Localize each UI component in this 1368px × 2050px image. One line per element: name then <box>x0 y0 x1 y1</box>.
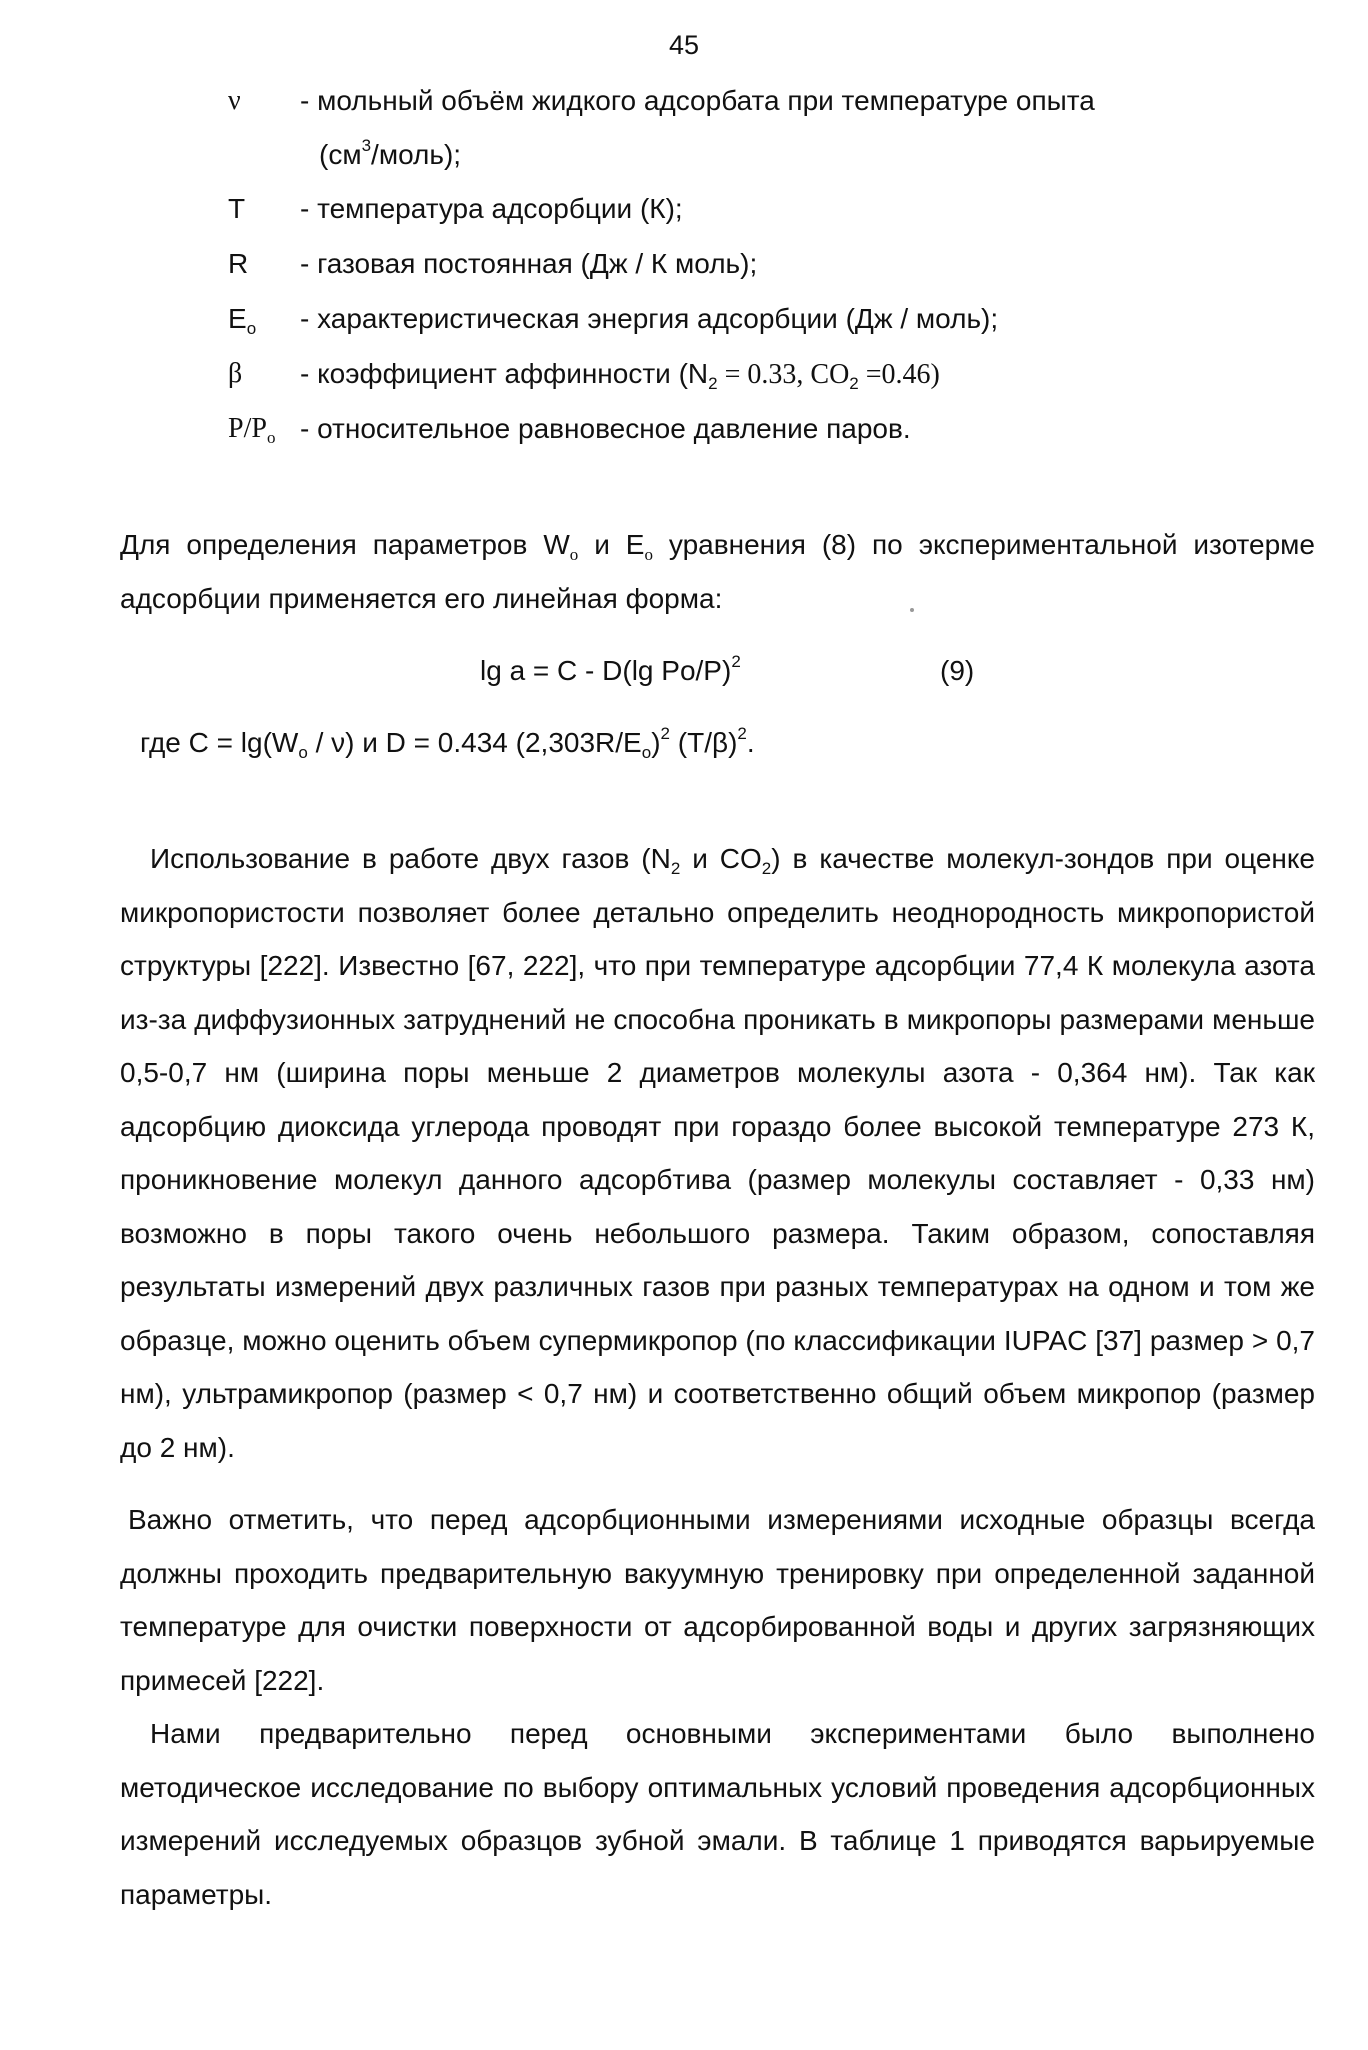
definition-beta <box>228 356 1228 411</box>
definition-symbol: T <box>228 193 246 224</box>
intro-paragraph: Для определения параметров $W_o$ и $E_o$ уравнения (8) по экспериментальной изотерме адсорбции применяется его линейная форма: <box>120 529 1316 614</box>
equation-explanation: где $C = \lg(W_o / \nu)$ и D = 0.434 $(2,303R/E_o)^2$ $(T/\beta)^2$. <box>140 724 755 762</box>
definition-text: - относительное равновесное давление паров. <box>300 413 911 444</box>
definition-symbol: R <box>228 248 249 279</box>
definition-gas-constant <box>228 246 1228 301</box>
equation-number: (9) <box>940 655 975 686</box>
equation-9 <box>0 652 1368 695</box>
definition-symbol: ν <box>228 85 241 116</box>
definition-energy <box>228 301 1228 356</box>
definition-relative-pressure <box>228 411 1228 466</box>
definition-text: - коэффициент аффинности ($N_2 = 0.33$, $CO_2 =0.46$) <box>300 358 940 393</box>
paragraph-gases: Использование в работе двух газов ($N_2$ и $CO_2$) в качестве молекул-зондов при оценке микропористости позволяет более детально определить неоднородность микропористой структуры [222]. Известно [67, 222], что при температуре адсорбции 77,4 К молекула азота из-за диффузионных затруднений не способна проникать в микропоры размерами меньше 0,5-0,7 нм (ширина поры меньше 2 диаметров молекулы азота - 0,364 нм). Так как адсорбцию диоксида углерода проводят при гораздо более высокой температуре 273 К, проникновение молекул данного адсорбтива (размер молекулы составляет - 0,33 нм) возможно в поры такого очень небольшого размера. Таким образом, сопоставляя результаты измерений двух различных газов при разных температурах на одном и том же образце, можно оценить объем супермикропор (по классификации IUPAC [37] размер > 0,7 нм), ультрамикропор (размер < 0,7 нм) и соответственно общий объем микропор (размер до 2 нм). <box>120 843 1315 1463</box>
page-number: 45 <box>668 30 700 60</box>
paragraph-pretreatment: Важно отметить, что перед адсорбционными измерениями исходные образцы всегда должны проходить предварительную вакуумную тренировку при определенной заданной температуре для очистки поверхности от адсорбированной воды и других загрязняющих примесей [222]. <box>120 1504 1315 1696</box>
scan-speck <box>910 608 914 612</box>
definition-text: - мольный объём жидкого адсорбата при температуре опыта $(см^3/моль)$; <box>300 85 1095 170</box>
equation-expression: lg a = C - D(lg Po/P)$^2$ <box>480 652 741 686</box>
paragraph-methodology: Нами предварительно перед основными экспериментами было выполнено методическое исследование по выбору оптимальных условий проведения адсорбционных измерений исследуемых образцов зубной эмали. В таблице 1 приводятся варьируемые параметры. <box>120 1718 1315 1910</box>
definition-symbol: β <box>228 358 243 389</box>
definition-text: - газовая постоянная (Дж / К моль); <box>300 248 758 279</box>
definition-text: - температура адсорбции (К); <box>300 193 683 224</box>
definition-text: - характеристическая энергия адсорбции (Дж / моль); <box>300 303 999 334</box>
definition-nu <box>228 83 1228 191</box>
symbol-definitions <box>228 83 1228 466</box>
definition-symbol: $E_o$ <box>228 303 257 338</box>
definition-temperature <box>228 191 1228 246</box>
definition-symbol: $P/P_o$ <box>228 413 276 447</box>
